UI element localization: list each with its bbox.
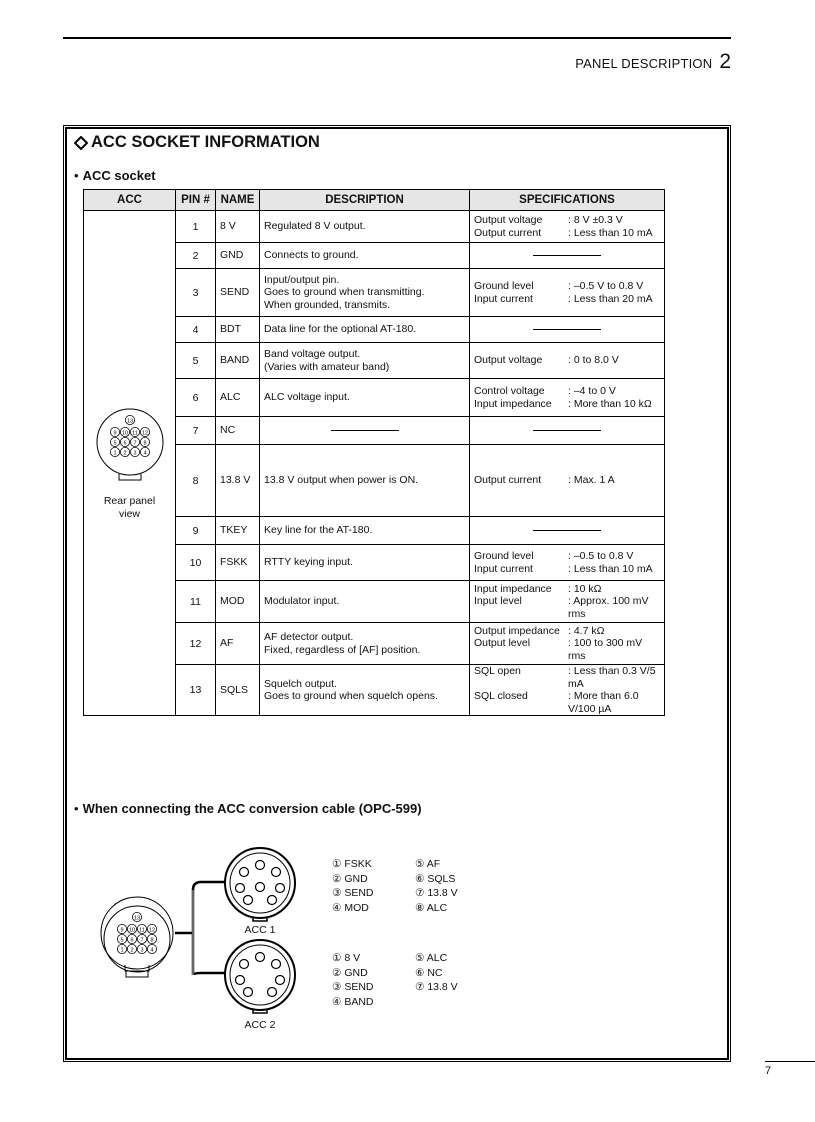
description-line: Squelch output.: [264, 677, 337, 690]
spec-label: Output impedance: [474, 624, 560, 637]
socket-pin-label: 10: [128, 927, 136, 934]
pin-description: [260, 317, 470, 343]
pin-number: 3: [176, 269, 216, 317]
socket-pin-label: 9: [120, 927, 124, 934]
legend-item: ② GND: [332, 872, 368, 885]
pin-specifications: [470, 581, 665, 623]
socket-pin-label: 6: [122, 440, 127, 447]
spec-label: Output current: [474, 474, 542, 487]
socket-pin-label: 8: [150, 937, 154, 944]
spec-label: Input level: [474, 595, 522, 608]
spec-value: : Less than 0.3 V/5 mA: [568, 665, 656, 690]
pin-specifications: [470, 269, 665, 317]
spec-list: [474, 354, 660, 367]
table-row: [84, 211, 665, 243]
pin-name: NC: [216, 417, 260, 445]
pin-number: 2: [176, 243, 216, 269]
acc-connector-cell: [84, 211, 176, 716]
socket-pin-label: 11: [131, 430, 138, 437]
legend-item: ⑤ AF: [415, 858, 441, 870]
pin-description: [260, 211, 470, 243]
pin-name: GND: [216, 243, 260, 269]
conversion-subtitle: • When connecting the ACC conversion cable (OPC-599): [74, 801, 422, 816]
socket-pin-label: 10: [121, 430, 128, 437]
spec-value: : Less than 20 mA: [568, 292, 653, 305]
pin-number: 5: [176, 343, 216, 379]
spec-value: : More than 10 kΩ: [568, 397, 652, 410]
acc-socket-subtitle: • ACC socket: [74, 168, 156, 183]
socket-pin-label: 7: [140, 937, 144, 944]
pin-number: 12: [176, 623, 216, 665]
description-line: (Varies with amateur band): [264, 360, 390, 373]
spec-list: [474, 665, 660, 715]
col-header-specifications: SPECIFICATIONS: [470, 190, 665, 211]
pin-number: 11: [176, 581, 216, 623]
spec-label: Output level: [474, 637, 531, 650]
pin-description: [260, 665, 470, 716]
spec-label: Control voltage: [474, 385, 545, 397]
spec-list: [474, 385, 660, 410]
13-pin-din-socket-icon: [99, 903, 175, 979]
spec-list: [474, 474, 660, 487]
description-line: Connects to ground.: [264, 249, 359, 262]
pin-description: [260, 269, 470, 317]
description-line: AF detector output.: [264, 631, 354, 643]
spec-label: Ground level: [474, 280, 534, 292]
pin-specifications: [470, 379, 665, 417]
spec-label: Input current: [474, 562, 533, 575]
spec-label: Input impedance: [474, 397, 552, 410]
spec-list: [474, 625, 660, 663]
acc-table-body: [84, 211, 665, 716]
pin-number: 8: [176, 445, 216, 517]
spec-list: [474, 214, 660, 239]
not-applicable-dash: [533, 430, 601, 431]
socket-pin-label: 6: [130, 937, 134, 944]
description-line: Key line for the AT-180.: [264, 524, 373, 537]
acc1-din-connector-icon: [225, 848, 295, 921]
spec-label: Output voltage: [474, 214, 543, 226]
pin-description: [260, 417, 470, 445]
pin-description: [260, 581, 470, 623]
footer-rule: [765, 1061, 815, 1062]
spec-value: : –0.5 V to 0.8 V: [568, 280, 644, 292]
legend-item: ⑧ ALC: [415, 901, 448, 914]
description-line: 13.8 V output when power is ON.: [264, 474, 419, 487]
pin-specifications: [470, 665, 665, 716]
spec-list: [474, 280, 660, 305]
description-line: Input/output pin.: [264, 273, 340, 286]
acc2-din-connector-icon: [225, 940, 295, 1013]
description-line: Modulator input.: [264, 595, 340, 608]
socket-pin-label: 13: [133, 915, 141, 922]
description-line: ALC voltage input.: [264, 391, 350, 404]
spec-label: Input current: [474, 292, 533, 305]
pin-number: 6: [176, 379, 216, 417]
spec-value: : Approx. 100 mV rms: [568, 595, 649, 620]
legend-item: ④ MOD: [332, 901, 369, 914]
socket-pin-label: 4: [142, 450, 147, 457]
spec-label: Ground level: [474, 550, 534, 562]
header-title: PANEL DESCRIPTION: [575, 56, 713, 71]
pin-description: [260, 343, 470, 379]
legend-item: ③ SEND: [332, 887, 374, 899]
legend-item: ⑥ NC: [415, 966, 443, 979]
conversion-subtitle-text: When connecting the ACC conversion cable (OPC-599): [82, 801, 422, 816]
socket-pin-label: 4: [150, 947, 154, 954]
header-rule: [63, 37, 731, 39]
pin-specifications: [470, 317, 665, 343]
description-line: Regulated 8 V output.: [264, 220, 366, 233]
socket-pin-label: 7: [132, 440, 137, 447]
pin-name: BDT: [216, 317, 260, 343]
pin-description: [260, 517, 470, 545]
pin-specifications: [470, 517, 665, 545]
legend-item: ⑤ ALC: [415, 952, 448, 964]
pin-specifications: [470, 211, 665, 243]
conversion-socket-pin-numbers: [99, 903, 175, 984]
pin-specifications: [470, 445, 665, 517]
acc1-label: ACC 1: [244, 924, 276, 936]
acc2-pin-legend: [332, 951, 532, 1011]
legend-item: ① FSKK: [332, 858, 372, 870]
description-line: Data line for the optional AT-180.: [264, 323, 417, 336]
pin-specifications: [470, 243, 665, 269]
pin-name: SQLS: [216, 665, 260, 716]
acc-socket-subtitle-text: ACC socket: [82, 168, 156, 183]
not-applicable-dash: [331, 430, 399, 431]
spec-value: : –4 to 0 V: [568, 385, 616, 397]
pin-name: 13.8 V: [216, 445, 260, 517]
acc2-legend-col-2: [415, 951, 458, 995]
socket-pin-label: 9: [112, 430, 117, 437]
pin-name: 8 V: [216, 211, 260, 243]
13-pin-din-socket-icon: [92, 406, 168, 482]
pin-name: TKEY: [216, 517, 260, 545]
legend-item: ⑦ 13.8 V: [415, 887, 458, 899]
diamond-icon: [74, 136, 88, 150]
pin-specifications: [470, 545, 665, 581]
spec-value: : –0.5 to 0.8 V: [568, 550, 634, 562]
spec-label: Output voltage: [474, 354, 543, 367]
spec-value: : 10 kΩ: [568, 582, 602, 595]
spec-value: : Max. 1 A: [568, 474, 615, 487]
spec-value: : More than 6.0 V/100 µA: [568, 690, 639, 715]
page-header: [575, 50, 731, 74]
not-applicable-dash: [533, 530, 601, 531]
pin-description: [260, 623, 470, 665]
pin-description: [260, 545, 470, 581]
rear-panel-caption: [88, 495, 171, 520]
acc1-legend-col-1: [332, 857, 374, 915]
section-title: [74, 133, 320, 152]
acc-socket-rear-view: [88, 406, 171, 485]
pin-name: AF: [216, 623, 260, 665]
pin-specifications: [470, 417, 665, 445]
pin-name: SEND: [216, 269, 260, 317]
spec-list: [474, 550, 660, 575]
spec-value: : 0 to 8.0 V: [568, 354, 619, 367]
description-line: Band voltage output.: [264, 348, 361, 360]
pin-number: 7: [176, 417, 216, 445]
pin-specifications: [470, 343, 665, 379]
socket-pin-label: 2: [130, 947, 134, 954]
spec-label: Output current: [474, 226, 542, 239]
pin-description: [260, 379, 470, 417]
spec-label: Input impedance: [474, 582, 552, 595]
pin-number: 13: [176, 665, 216, 716]
chapter-number: 2: [719, 50, 731, 73]
pin-number: 1: [176, 211, 216, 243]
socket-pin-label: 12: [148, 927, 156, 934]
socket-pin-label: 13: [126, 418, 133, 425]
socket-pin-label: 3: [140, 947, 144, 954]
legend-item: ⑦ 13.8 V: [415, 981, 458, 993]
col-header-acc: ACC: [84, 190, 176, 211]
spec-value: : Less than 10 mA: [568, 226, 653, 239]
pin-name: FSKK: [216, 545, 260, 581]
acc-pin-table: [83, 189, 665, 716]
legend-item: ③ SEND: [332, 981, 374, 993]
page-number: 7: [765, 1065, 772, 1077]
caption-line: Rear panel: [103, 495, 156, 507]
caption-line: view: [118, 507, 140, 520]
col-header-pin: PIN #: [176, 190, 216, 211]
description-line: Fixed, regardless of [AF] position.: [264, 643, 421, 656]
legend-item: ① 8 V: [332, 952, 361, 964]
pin-name: BAND: [216, 343, 260, 379]
spec-value: : 4.7 kΩ: [568, 624, 605, 637]
description-line: When grounded, transmits.: [264, 298, 391, 311]
socket-pin-label: 2: [122, 450, 127, 457]
col-header-description: DESCRIPTION: [260, 190, 470, 211]
spec-value: : Less than 10 mA: [568, 562, 653, 575]
description-line: RTTY keying input.: [264, 556, 353, 569]
cable-lines: [175, 882, 225, 975]
socket-pin-label: 1: [112, 450, 117, 457]
description-line: Goes to ground when transmitting.: [264, 286, 425, 299]
pin-specifications: [470, 623, 665, 665]
spec-label: SQL closed: [474, 690, 528, 702]
description-line: Goes to ground when squelch opens.: [264, 690, 438, 702]
spec-label: SQL open: [474, 665, 521, 677]
socket-pin-label: 1: [120, 947, 124, 954]
section-title-text: ACC SOCKET INFORMATION: [91, 133, 320, 151]
acc1-legend-col-2: [415, 857, 458, 915]
socket-pin-label: 5: [112, 440, 117, 447]
not-applicable-dash: [533, 329, 601, 330]
pin-description: [260, 445, 470, 517]
legend-item: ④ BAND: [332, 995, 374, 1008]
socket-pin-label: 8: [142, 440, 147, 447]
spec-value: : 100 to 300 mV rms: [568, 637, 643, 662]
pin-description: [260, 243, 470, 269]
spec-value: : 8 V ±0.3 V: [568, 214, 623, 226]
pin-name: MOD: [216, 581, 260, 623]
socket-pin-label: 11: [139, 927, 145, 934]
socket-pin-label: 5: [120, 937, 124, 944]
col-header-name: NAME: [216, 190, 260, 211]
pin-name: ALC: [216, 379, 260, 417]
legend-item: ⑥ SQLS: [415, 872, 456, 885]
legend-item: ② GND: [332, 966, 368, 979]
not-applicable-dash: [533, 255, 601, 256]
socket-pin-label: 12: [141, 430, 148, 437]
acc2-legend-col-1: [332, 951, 374, 1009]
pin-number: 10: [176, 545, 216, 581]
spec-list: [474, 583, 660, 621]
pin-number: 4: [176, 317, 216, 343]
socket-pin-label: 3: [132, 450, 137, 457]
pin-number: 9: [176, 517, 216, 545]
acc2-label: ACC 2: [244, 1019, 276, 1031]
acc1-pin-legend: [332, 857, 532, 917]
